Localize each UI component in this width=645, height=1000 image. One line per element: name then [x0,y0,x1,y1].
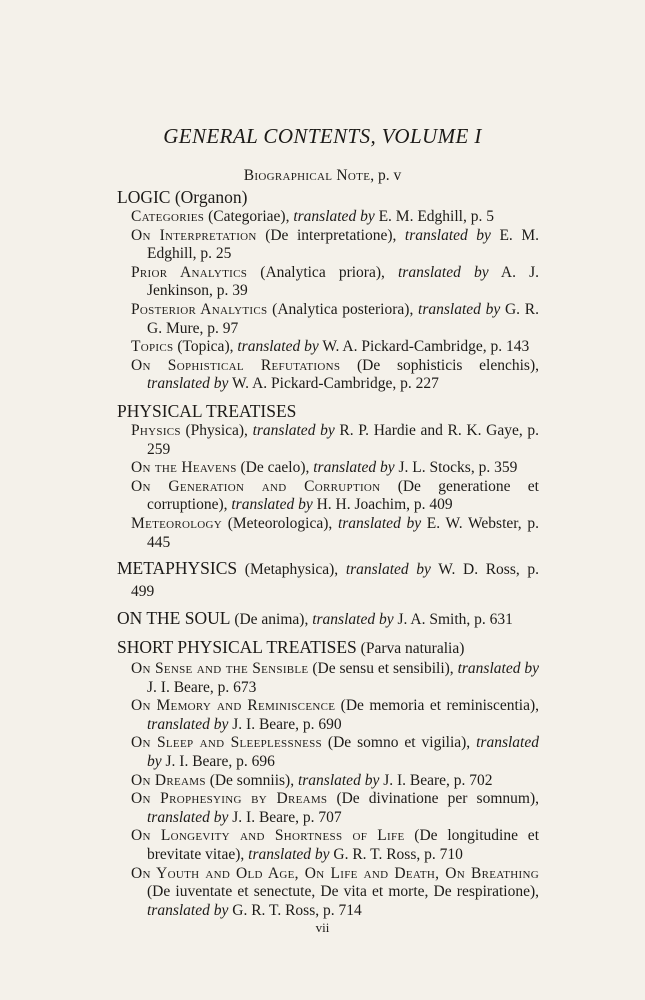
entry-translator: A. J. Jenkinson, p. 39 [147,263,539,300]
entry-translator: H. H. Joachim, p. 409 [312,496,453,514]
entry-title: On Interpretation [131,226,257,244]
entry-translated-by: translated by [231,496,313,514]
entry-title: Prior Analytics [131,263,248,281]
contents-entry [117,734,539,771]
entry-latin: (De iuventate et senectute, De vita et morte, De respiratione), [147,883,539,901]
entry-translator: J. I. Beare, p. 702 [379,771,493,789]
section-heading: PHYSICAL TREATISES [117,400,297,421]
entry-translator: G. R. T. Ross, p. 714 [228,901,362,919]
entry-page: , p. v [370,167,402,184]
entry-title: On Longevity and Shortness of Life [131,827,405,845]
entry-title: On Dreams [131,771,206,789]
entry-translator: E. W. Webster, p. 445 [147,514,539,551]
section-on-the-soul [117,608,539,630]
contents-entry [117,515,539,552]
section-heading [117,636,539,660]
section-heading [117,558,539,602]
entry-latin: (De caelo), [236,459,314,477]
entry-latin: (De sophisticis elenchis), [340,356,540,374]
contents-entry [117,459,539,478]
entry-latin: (De sensu et sensibili), [308,660,458,678]
entry-latin: (Analytica posteriora), [267,300,419,318]
entry-translated-by: translated by [248,846,330,864]
entry-latin: (De longitudine et brevitate vitae), [147,827,539,864]
contents-entry [117,301,539,338]
entry-title: Categories [131,208,205,225]
entry-translated-by: translated by [313,459,395,477]
entry-translator: E. M. Edghill, p. 5 [374,208,494,225]
entry-translated-by: translated by [337,514,422,532]
contents-entry [117,865,539,921]
entry-title: Meteorology [131,514,223,532]
contents-entry [117,264,539,301]
entry-latin: (De divinatione per somnum), [327,790,539,808]
entry-translated-by: translated by [404,226,491,244]
entry-translator: E. M. Edghill, p. 25 [147,226,539,263]
entry-translator: G. R. T. Ross, p. 710 [329,846,463,864]
entry-title: On Memory and Reminiscence [131,697,336,715]
contents-entry [117,227,539,264]
entry-latin: (Topica), [173,338,238,356]
contents-entry [117,790,539,827]
contents-entry [117,697,539,734]
contents-entry [117,827,539,864]
entry-translated-by: translated by [147,715,229,733]
entry-title: On Sleep and Sleeplessness [131,734,322,752]
entry-translated-by: translated by [312,611,394,629]
contents-entry [117,772,539,791]
entry-latin: (De interpretatione), [256,226,405,244]
entry-latin: (De memoria et reminiscentia), [335,697,540,715]
entry-latin: (De generatione et corruptione), [147,477,539,514]
entry-translated-by: translated by [147,734,539,771]
section-short-physical-treatises [117,636,539,920]
entry-translator: G. R. G. Mure, p. 97 [147,300,539,337]
section-heading: LOGIC (Organon) [117,187,248,207]
section-title: METAPHYSICS [117,558,238,579]
entry-translator: J. A. Smith, p. 631 [393,611,513,629]
entry-translator: J. I. Beare, p. 696 [161,753,275,771]
entry-latin: (De somniis), [205,771,298,789]
entry-translator: J. L. Stocks, p. 359 [394,459,518,477]
page-title: GENERAL CONTENTS, VOLUME I [163,124,482,148]
entry-translated-by: translated by [147,901,229,919]
entry-title: On Sense and the Sensible [131,660,309,678]
page-number: vii [315,920,330,935]
entry-translated-by: translated by [293,208,375,225]
entry-latin: (Analytica priora), [247,263,398,281]
entry-translator: R. P. Hardie and R. K. Gaye, p. 259 [147,421,539,458]
entry-title: Physics [131,421,181,439]
entry-title: On Sophistical Refutations [131,356,341,374]
entry-title: On Prophesying by Dreams [131,790,328,808]
entry-translator: J. I. Beare, p. 707 [228,808,342,826]
entry-latin: (De somno et vigilia), [321,734,477,752]
entry-translated-by: translated by [345,561,431,579]
entry-latin: (Meteorologica), [222,514,338,532]
entry-translated-by: translated by [252,421,335,439]
entry-title: On Generation and Corruption [131,477,381,495]
entry-translated-by: translated by [418,300,501,318]
entry-translator: W. A. Pickard-Cambridge, p. 143 [318,338,530,356]
entry-latin: (Categoriae), [204,208,294,225]
entry-translator: W. A. Pickard-Cambridge, p. 227 [228,375,439,393]
entry-translated-by: translated by [147,375,229,393]
contents-entry [117,338,539,357]
contents-list [117,186,539,926]
entry-latin: (Physica), [180,421,253,439]
entry-title: Biographical Note [243,167,371,184]
entry-translated-by: translated by [147,808,229,826]
entry-latin: (Metaphysica), [237,561,346,579]
section-subtitle: (Parva naturalia) [356,640,465,658]
section-metaphysics [117,558,539,602]
entry-title: Posterior Analytics [131,300,268,318]
entry-translator: W. D. Ross, p. 499 [131,561,539,601]
contents-entry [117,660,539,697]
biographical-note-entry [0,167,645,185]
entry-translated-by: translated by [457,660,539,678]
section-physical-treatises [117,400,539,552]
entry-title: On the Heavens [131,459,237,477]
entry-title: Topics [131,338,174,356]
section-logic [117,186,539,394]
contents-entry [117,478,539,515]
contents-entry [117,208,539,227]
entry-latin: (De anima), [230,611,313,629]
entry-translated-by: translated by [398,263,489,281]
entry-translator: J. I. Beare, p. 690 [228,715,342,733]
entry-translated-by: translated by [237,338,319,356]
section-title: SHORT PHYSICAL TREATISES [117,637,357,658]
contents-entry [117,357,539,394]
section-heading [117,608,539,630]
section-title: ON THE SOUL [117,608,231,629]
entry-translated-by: translated by [297,771,380,789]
entry-translator: J. I. Beare, p. 673 [147,678,257,696]
contents-entry [117,422,539,459]
entry-title: On Youth and Old Age, On Life and Death, On Breathing [131,864,539,882]
